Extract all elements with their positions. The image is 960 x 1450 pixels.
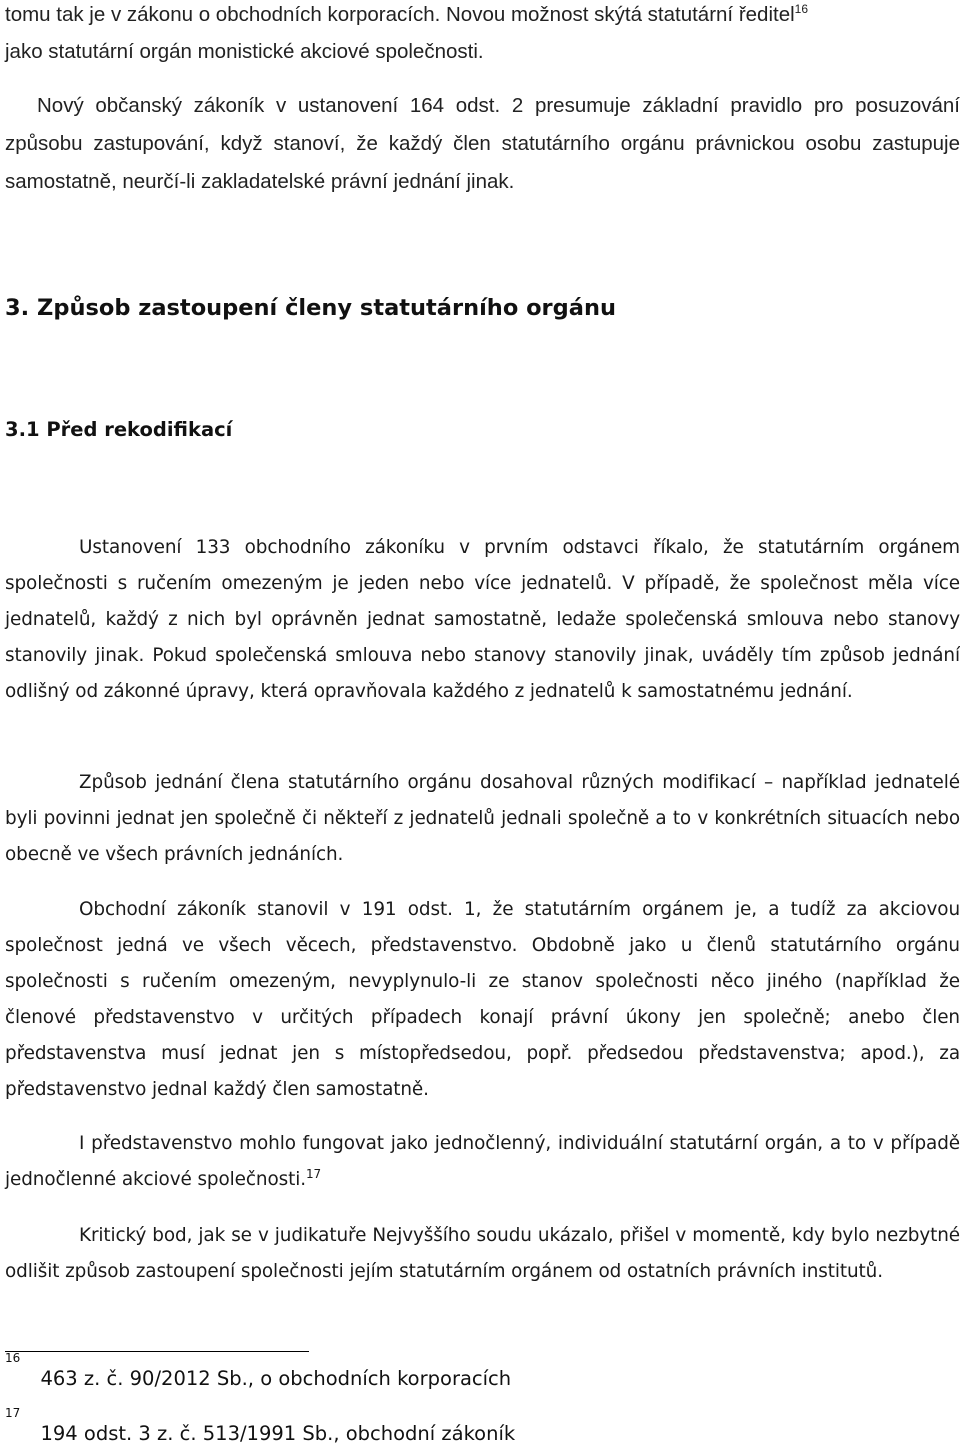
footnote-text: 463 z. č. 90/2012 Sb., o obchodních korporacích xyxy=(34,1367,512,1390)
intro-paragraph-2: Nový občanský zákoník v ustanovení 164 odst. 2 presumuje základní pravidlo pro posuzování způsobu zastupování, když stanoví, že každý člen statutárního orgánu právnickou osobu zastupuje samostatně, neurčí-li zakladatelské právní jednání jinak. xyxy=(5,94,960,193)
section-heading: 3. Způsob zastoupení členy statutárního orgánu xyxy=(5,295,616,321)
footnote-text: 194 odst. 3 z. č. 513/1991 Sb., obchodní zákoník xyxy=(34,1422,516,1445)
intro-paragraph-1 xyxy=(5,0,960,70)
body-paragraph-2: Způsob jednání člena statutárního orgánu dosahoval různých modifikací – například jednatelé byli povinni jednat jen společně či někteří z jednatelů jednali společně a to v konkrétních situacích nebo obecně ve všech právních jednáních. xyxy=(5,772,960,865)
body-paragraph-5: Kritický bod, jak se v judikatuře Nejvyššího soudu ukázalo, přišel v momentě, kdy bylo nezbytné odlišit způsob zastoupení společnosti jejím statutárním orgánem od ostatních právních institutů. xyxy=(5,1225,960,1282)
footnote-ref-16: 16 xyxy=(794,2,809,17)
subsection-heading: 3.1 Před rekodifikací xyxy=(5,418,233,441)
footnote-17 xyxy=(5,1406,516,1447)
footnote-number: 16 xyxy=(5,1351,21,1365)
body-paragraph-1: Ustanovení 133 obchodního zákoníku v prvním odstavci říkalo, že statutárním orgánem společnosti s ručením omezeným je jeden nebo více jednatelů. V případě, že společnost měla více jednatelů, každý z nich byl oprávněn jednat samostatně, ledaže společenská smlouva nebo stanovy stanovily jinak. Pokud společenská smlouva nebo stanovy stanovily jinak, uváděly tím způsob jednání odlišný od zákonné úpravy, která opravňovala každého z jednatelů k samostatnému jednání. xyxy=(5,537,960,702)
footnote-ref-17: 17 xyxy=(305,1166,322,1181)
body-paragraph-4-text: I představenstvo mohlo fungovat jako jednočlenný, individuální statutární orgán, a to v případě jednočlenné akciové společnosti. xyxy=(5,1133,960,1190)
body-paragraph-3: Obchodní zákoník stanovil v 191 odst. 1, že statutárním orgánem je, a tudíž za akciovou společnost jedná ve všech věcech, představenstvo. Obdobně jako u členů statutárního orgánu společnosti s ručením omezeným, nevyplynulo-li ze stanov společnosti něco jiného (například že členové představenstvo v určitých případech konají právní úkony jen společně; anebo člen představenstva musí jednat jen s místopředsedou, popř. předsedou představenstva; apod.), za představenstvo jednal každý člen samostatně. xyxy=(5,899,960,1100)
body-paragraph-4 xyxy=(5,1126,960,1198)
footnote-number: 17 xyxy=(5,1406,21,1420)
footnote-16 xyxy=(5,1351,512,1392)
intro-text-tail: jako statutární orgán monistické akciové společnosti. xyxy=(5,40,484,63)
footnote-separator xyxy=(5,1351,309,1352)
intro-text: tomu tak je v zákonu o obchodních korporacích. Novou možnost skýtá statutární ředitel xyxy=(5,3,795,26)
